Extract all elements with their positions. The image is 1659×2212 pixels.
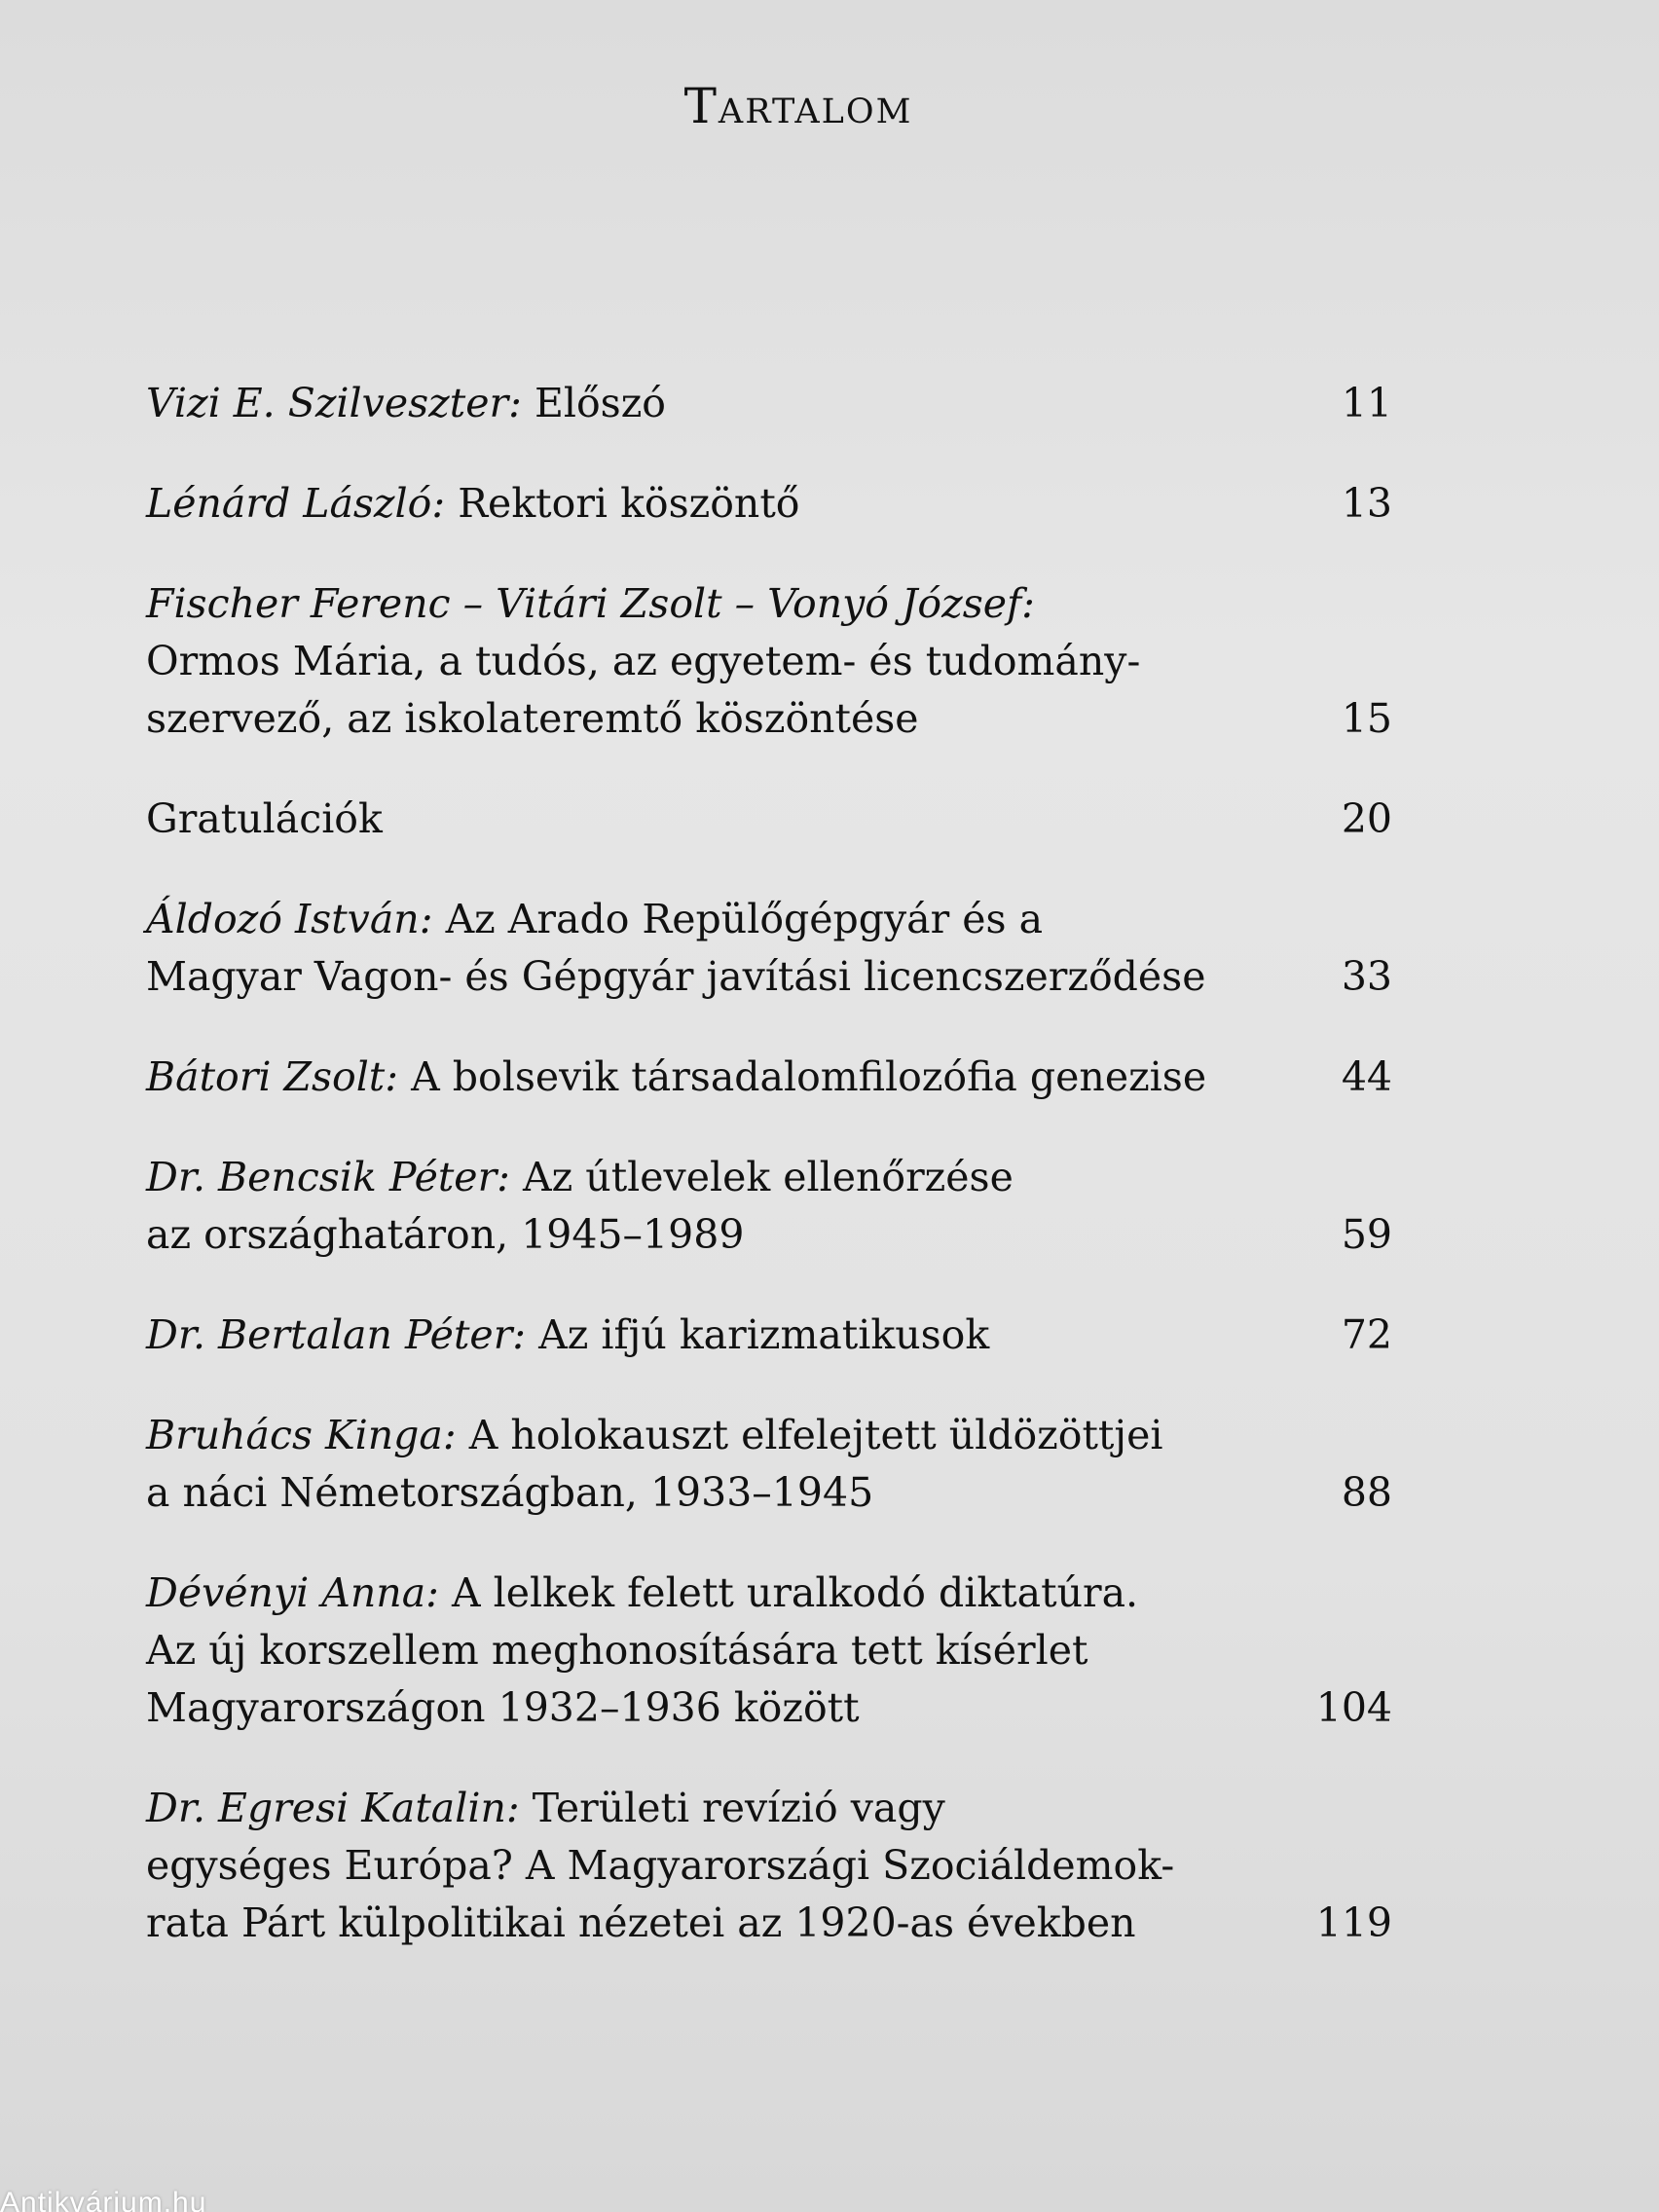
toc-entry-line: [146, 1049, 1256, 1106]
toc-entry-page-number: 44: [1341, 1053, 1392, 1100]
toc-entry: [146, 1407, 1392, 1522]
toc-entry-line: [146, 1565, 1256, 1622]
toc-entry-line: [146, 375, 1256, 432]
toc-entry-line: [146, 1837, 1256, 1895]
toc-entry-page-number: 20: [1341, 795, 1392, 842]
table-of-contents: [146, 375, 1392, 1995]
toc-entry-line: [146, 690, 1256, 748]
toc-entry: [146, 1307, 1392, 1364]
toc-entry-title: a náci Németországban, 1933–1945: [146, 1469, 874, 1516]
toc-entry: [146, 791, 1392, 848]
toc-entry-author: Bátori Zsolt:: [146, 1053, 399, 1100]
toc-entry-page-number: 33: [1341, 953, 1392, 1000]
toc-entry-line: [146, 1679, 1256, 1737]
toc-entry: [146, 1149, 1392, 1264]
toc-entry-title: Magyar Vagon- és Gépgyár javítási licencszerződése: [146, 953, 1206, 1000]
page-title: Tartalom: [683, 78, 913, 134]
toc-entry-page-number: 104: [1315, 1684, 1392, 1731]
toc-entry-title: Az Arado Repülőgépgyár és a: [445, 896, 1044, 942]
toc-entry-author: Fischer Ferenc – Vitári Zsolt – Vonyó József:: [146, 580, 1035, 627]
toc-entry-title: A lelkek felett uralkodó diktatúra.: [452, 1569, 1139, 1616]
toc-entry: [146, 575, 1392, 748]
toc-entry: [146, 1049, 1392, 1106]
toc-entry-line: [146, 1149, 1256, 1206]
toc-entry-line: [146, 575, 1256, 633]
toc-entry-title: Ormos Mária, a tudós, az egyetem- és tudomány-: [146, 638, 1141, 684]
toc-entry-page-number: 13: [1341, 480, 1392, 527]
toc-entry: [146, 475, 1392, 533]
toc-entry-title: Gratulációk: [146, 795, 383, 842]
toc-entry: [146, 891, 1392, 1006]
toc-entry-page-number: 11: [1341, 380, 1392, 426]
toc-entry-line: [146, 475, 1256, 533]
toc-entry-title: A bolsevik társadalomfilozófia genezise: [411, 1053, 1207, 1100]
toc-entry-line: [146, 1407, 1256, 1464]
toc-entry-title: A holokauszt elfelejtett üldözöttjei: [468, 1412, 1163, 1458]
toc-entry-author: Lénárd László:: [146, 480, 446, 527]
toc-entry-author: Áldozó István:: [146, 896, 433, 942]
toc-entry-line: [146, 1206, 1256, 1264]
toc-entry-author: Dévényi Anna:: [146, 1569, 439, 1616]
toc-entry-title: Az útlevelek ellenőrzése: [523, 1154, 1014, 1200]
toc-entry-title: Magyarországon 1932–1936 között: [146, 1684, 860, 1731]
toc-entry-title: Előszó: [534, 380, 666, 426]
toc-entry-author: Dr. Egresi Katalin:: [146, 1785, 520, 1831]
toc-entry-line: [146, 1307, 1256, 1364]
toc-entry: [146, 375, 1392, 432]
toc-entry-page-number: 59: [1341, 1211, 1392, 1258]
toc-entry-title: Az új korszellem meghonosítására tett kísérlet: [146, 1627, 1088, 1674]
toc-entry-line: [146, 791, 1256, 848]
toc-entry-title: rata Párt külpolitikai nézetei az 1920-as években: [146, 1899, 1136, 1946]
toc-entry-line: [146, 948, 1256, 1006]
toc-entry-author: Dr. Bencsik Péter:: [146, 1154, 510, 1200]
toc-entry-page-number: 88: [1341, 1469, 1392, 1516]
toc-entry: [146, 1780, 1392, 1952]
toc-entry-page-number: 119: [1315, 1899, 1392, 1946]
toc-entry-title: szervező, az iskolateremtő köszöntése: [146, 695, 919, 742]
toc-entry-author: Dr. Bertalan Péter:: [146, 1311, 527, 1358]
toc-entry-title: Az ifjú karizmatikusok: [538, 1311, 990, 1358]
toc-entry: [146, 1565, 1392, 1737]
toc-entry-title: Rektori köszöntő: [458, 480, 800, 527]
toc-entry-page-number: 72: [1341, 1311, 1392, 1358]
toc-entry-title: az országhatáron, 1945–1989: [146, 1211, 745, 1258]
toc-entry-title: egységes Európa? A Magyarországi Szociáldemok-: [146, 1842, 1175, 1889]
toc-entry-author: Bruhács Kinga:: [146, 1412, 457, 1458]
toc-entry-line: [146, 891, 1256, 948]
toc-entry-line: [146, 1622, 1256, 1679]
toc-entry-line: [146, 1895, 1256, 1952]
toc-entry-author: Vizi E. Szilveszter:: [146, 380, 522, 426]
toc-entry-page-number: 15: [1341, 695, 1392, 742]
toc-entry-title: Területi revízió vagy: [532, 1785, 945, 1831]
watermark: Antikvárium.hu: [0, 2187, 207, 2212]
toc-entry-line: [146, 1780, 1256, 1837]
toc-entry-line: [146, 1464, 1256, 1522]
toc-entry-line: [146, 633, 1256, 690]
